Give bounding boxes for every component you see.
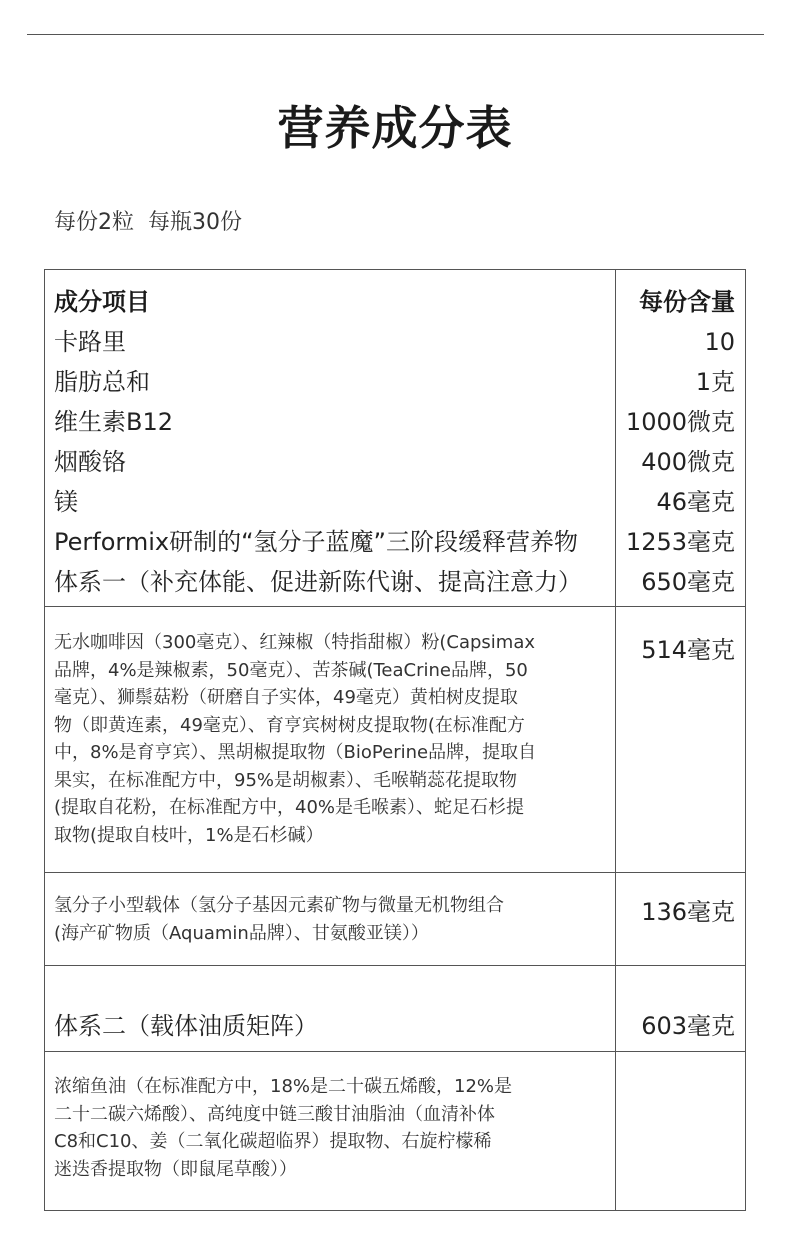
row-name: 卡路里 xyxy=(54,328,126,356)
row-amount: 1克 xyxy=(695,368,735,396)
blend2-ingredients: 氢分子小型载体（氢分子基因元素矿物与微量无机物组合 (海产矿物质（Aquamin品牌）、甘氨酸亚镁）） xyxy=(54,895,504,944)
table-row xyxy=(45,402,745,442)
row-amount: 400微克 xyxy=(641,448,735,476)
table-header-row xyxy=(45,282,745,322)
row-divider xyxy=(45,606,745,607)
blend2-amount: 136毫克 xyxy=(641,898,735,926)
table-row xyxy=(45,482,745,522)
page-title: 营养成分表 xyxy=(277,101,513,155)
row-amount: 46毫克 xyxy=(656,488,735,516)
table-row xyxy=(45,442,745,482)
row-name: 体系一（补充体能、促进新陈代谢、提高注意力） xyxy=(54,568,582,596)
row-name: 脂肪总和 xyxy=(54,368,150,396)
row-divider xyxy=(45,965,745,966)
table-row xyxy=(45,322,745,362)
table-row xyxy=(45,522,745,562)
row-amount: 10 xyxy=(704,328,735,356)
blend1-amount: 514毫克 xyxy=(641,636,735,664)
row-divider xyxy=(45,1051,745,1052)
header-ingredient: 成分项目 xyxy=(54,288,150,316)
row-name: 维生素B12 xyxy=(54,408,174,436)
system2-amount: 603毫克 xyxy=(641,1012,735,1040)
row-amount: 1253毫克 xyxy=(625,528,735,556)
main-rows xyxy=(45,282,745,602)
top-divider xyxy=(27,34,764,35)
table-row xyxy=(45,362,745,402)
system2-name: 体系二（载体油质矩阵） xyxy=(54,1012,318,1040)
serving-info: 每份2粒 每瓶30份 xyxy=(54,210,242,235)
table-row xyxy=(45,562,745,602)
nutrition-table xyxy=(44,269,746,1211)
blend3-ingredients: 浓缩鱼油（在标准配方中，18%是二十碳五烯酸，12%是 二十二碳六烯酸）、高纯度中链三酸甘油脂油（血清补体 C8和C10、姜（二氧化碳超临界）提取物、右旋柠檬稀 迷迭香提取物（即鼠尾草酸）） xyxy=(54,1076,513,1180)
row-amount: 650毫克 xyxy=(641,568,735,596)
blend1-ingredients: 无水咖啡因（300毫克）、红辣椒（特指甜椒）粉(Capsimax 品牌，4%是辣椒素，50毫克）、苦茶碱(TeaCrine品牌，50 毫克）、狮鬃菇粉（研磨自子实体，49毫克）黄柏树皮提取 物（即黄连素，49毫克）、育亨宾树树皮提取物(在标准配方 中，8%是育亨宾）、黑胡椒提取物（BioPerine品牌，提取自 果实，在标准配方中，95%是胡椒素）、毛喉鞘蕊花提取物 (提取自花粉，在标准配方中，40%是毛喉素）、蛇足石杉提 取物(提取自枝叶，1%是石杉碱） xyxy=(54,632,537,846)
row-name: 镁 xyxy=(54,488,78,516)
row-amount: 1000微克 xyxy=(625,408,735,436)
row-name: 烟酸铬 xyxy=(54,448,126,476)
row-divider xyxy=(45,872,745,873)
row-name: Performix研制的“氢分子蓝魔”三阶段缓释营养物 xyxy=(54,528,578,556)
header-amount: 每份含量 xyxy=(639,288,735,316)
